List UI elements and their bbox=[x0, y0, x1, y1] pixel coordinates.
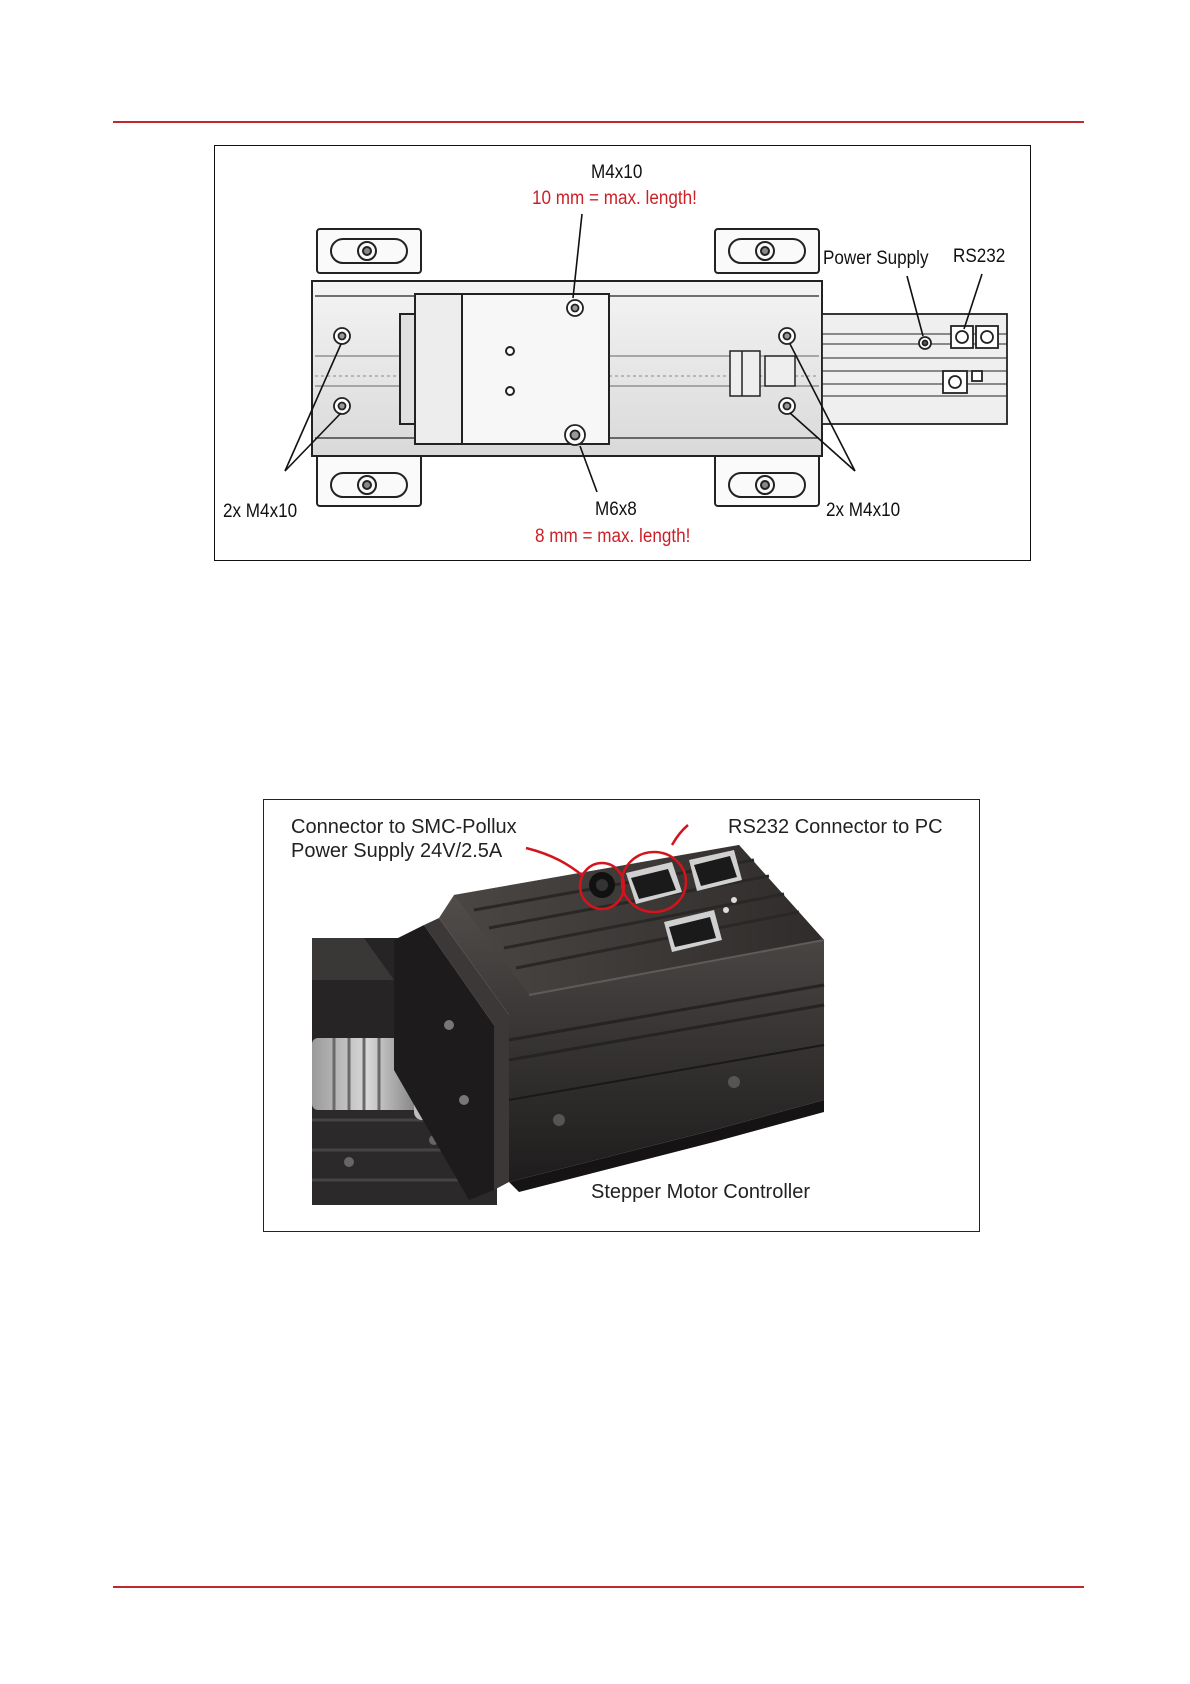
controller-label: Stepper Motor Controller bbox=[591, 1181, 810, 1203]
power-connector-label-line2: Power Supply 24V/2.5A bbox=[291, 840, 503, 862]
header-rule bbox=[113, 121, 1084, 123]
power-connector-label-line1: Connector to SMC-Pollux bbox=[291, 816, 517, 838]
center-screw-label: M6x8 bbox=[595, 499, 637, 520]
motor-section bbox=[822, 314, 1007, 424]
footer-rule bbox=[113, 1586, 1084, 1588]
mounting-drawing-figure bbox=[214, 145, 1031, 561]
controller-photo bbox=[264, 800, 979, 1231]
controller-photo-figure bbox=[263, 799, 980, 1232]
carriage bbox=[400, 294, 609, 444]
rs232-connector-label: RS232 Connector to PC bbox=[728, 816, 943, 838]
top-screw-label: M4x10 bbox=[591, 162, 643, 183]
center-screw-note: 8 mm = max. length! bbox=[535, 526, 691, 547]
right-screws-label: 2x M4x10 bbox=[826, 500, 901, 521]
rs232-label: RS232 bbox=[953, 246, 1006, 267]
power-supply-label: Power Supply bbox=[823, 248, 929, 269]
left-screws-label: 2x M4x10 bbox=[223, 501, 298, 522]
top-screw-note: 10 mm = max. length! bbox=[532, 188, 697, 209]
